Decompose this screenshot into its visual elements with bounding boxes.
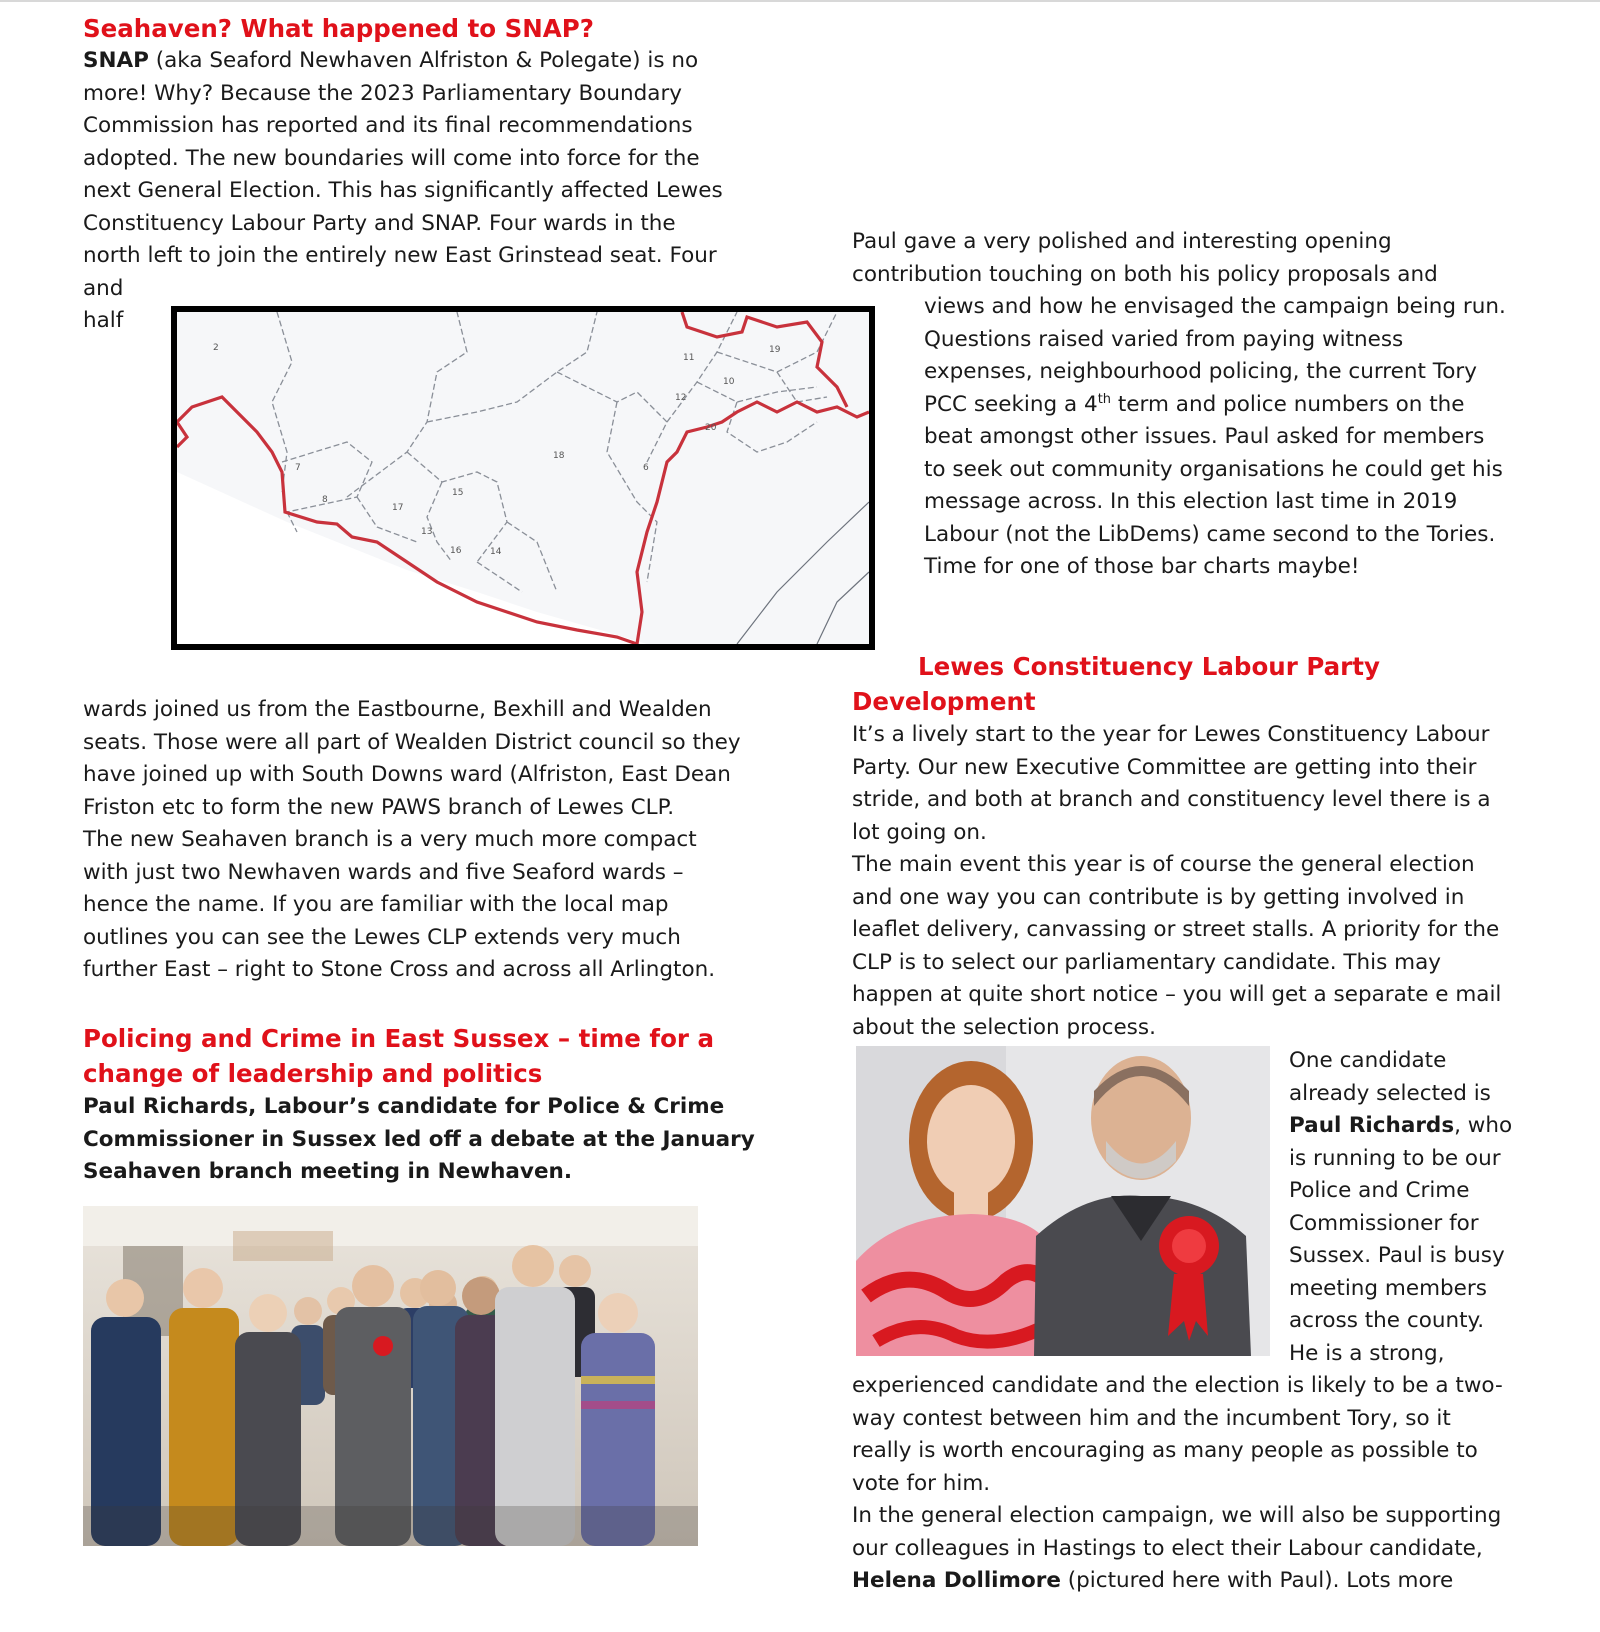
policing-right-line: expenses, neighbourhood policing, the current Tory (924, 359, 1477, 384)
clp-line: leaflet delivery, canvassing or street stalls. A priority for the (852, 917, 1500, 942)
policing-right-line: views and how he envisaged the campaign being run. (924, 294, 1506, 319)
ward-label: 19 (769, 345, 781, 355)
policing-right-a (852, 226, 1572, 291)
clp-bottom-line: way contest between him and the incumbent Tory, so it (852, 1405, 1451, 1431)
clp-bottom-line: our colleagues in Hastings to elect their Labour candidate, (852, 1535, 1483, 1561)
clp-side-body (1289, 1045, 1579, 1370)
snap-line: north left to join the entirely new East Grinstead seat. Four (83, 243, 717, 268)
snap-cont-line: wards joined us from the Eastbourne, Bexhill and Wealden (83, 697, 712, 722)
snap-line-0 (83, 48, 698, 73)
snap-cont-line: hence the name. If you are familiar with the local map (83, 892, 669, 917)
policing-right-b-body (924, 291, 1574, 584)
candidate-name-bold: Paul Richards (1289, 1113, 1455, 1138)
clp-side-line: He is a strong, (1289, 1340, 1445, 1366)
clp-side-line: meeting members (1289, 1275, 1487, 1301)
policing-right-line: Labour (not the LibDems) came second to the Tories. (924, 521, 1496, 547)
snap-continued-body (83, 694, 773, 987)
snap-line: next General Election. This has significantly affected Lewes (83, 178, 723, 203)
clp-side-line: already selected is (1289, 1080, 1491, 1106)
clp-line: stride, and both at branch and constituency level there is a (852, 787, 1491, 812)
snap-cont-line: Friston etc to form the new PAWS branch of Lewes CLP. (83, 794, 675, 820)
candidates-photo (856, 1046, 1270, 1356)
page-top-rule (0, 0, 1600, 2)
policing-right-line: to seek out community organisations he could get his (924, 456, 1503, 482)
candidates-photo-svg (856, 1046, 1270, 1356)
clp-bottom-line: vote for him. (852, 1470, 991, 1496)
ward-label: 17 (392, 503, 404, 513)
clp-heading-line: Lewes Constituency Labour Party (918, 652, 1380, 681)
snap-cont-line: seats. Those were all part of Wealden District council so they (83, 729, 741, 755)
snap-line-0-text: (aka Seaford Newhaven Alfriston & Polegate) is no (148, 48, 699, 73)
policing-right-line: Paul gave a very polished and interesting opening (852, 229, 1392, 254)
clp-line: about the selection process. (852, 1014, 1156, 1040)
ward-label: 6 (643, 463, 649, 473)
ward-label: 15 (452, 488, 464, 498)
clp-line: happen at quite short notice – you will get a separate e mail (852, 982, 1502, 1007)
policing-right-line: contribution touching on both his policy proposals and (852, 261, 1438, 287)
snap-article-continued (83, 694, 773, 987)
clp-side-text (1289, 1045, 1579, 1370)
clp-side-line: is running to be our (1289, 1145, 1501, 1171)
snap-body (83, 45, 743, 338)
clp-line: The main event this year is of course the general election (852, 852, 1475, 877)
clp-line: CLP is to select our parliamentary candidate. This may (852, 949, 1441, 975)
clp-side-name-line (1289, 1113, 1512, 1138)
clp-side-line: across the county. (1289, 1308, 1485, 1333)
policing-heading-line: change of leadership and politics (83, 1059, 543, 1088)
clp-side-name-rest: , who (1454, 1113, 1513, 1138)
clp-side-line: Sussex. Paul is busy (1289, 1243, 1505, 1268)
ward-label: 18 (553, 451, 565, 461)
policing-right-line: Time for one of those bar charts maybe! (924, 554, 1360, 579)
branch-meeting-photo (83, 1206, 698, 1546)
clp-bottom-line: In the general election campaign, we will also be supporting (852, 1503, 1502, 1528)
policing-right-b (924, 291, 1574, 584)
ward-label: 2 (213, 343, 219, 353)
snap-line: adopted. The new boundaries will come into force for the (83, 145, 700, 171)
pcc-line-start: PCC seeking a 4 (924, 391, 1098, 417)
clp-side-line: Commissioner for (1289, 1210, 1479, 1236)
policing-intro-line: Paul Richards, Labour’s candidate for Police & Crime (83, 1094, 725, 1119)
ward-label: 14 (490, 547, 502, 557)
policing-article (83, 1021, 763, 1189)
clp-heading-line: Development (852, 687, 1036, 716)
policing-right-line: Questions raised varied from paying witness (924, 326, 1404, 352)
snap-line: half (83, 308, 124, 333)
policing-right-a-body (852, 226, 1572, 291)
snap-lead-bold: SNAP (83, 48, 149, 73)
policing-pcc-line (924, 392, 1465, 417)
policing-heading (83, 1021, 763, 1091)
clp-line: and one way you can contribute is by getting involved in (852, 884, 1465, 910)
snap-line: and (83, 275, 124, 301)
ward-label: 12 (675, 393, 687, 403)
policing-heading-line: Policing and Crime in East Sussex – time for a (83, 1024, 715, 1053)
ward-label: 8 (322, 495, 328, 505)
clp-bottom-line: experienced candidate and the election is likely to be a two- (852, 1373, 1503, 1398)
pcc-line-end: term and police numbers on the (1111, 391, 1465, 417)
policing-intro-line: Seahaven branch meeting in Newhaven. (83, 1159, 572, 1184)
snap-line: more! Why? Because the 2023 Parliamentary Boundary (83, 80, 683, 106)
clp-bottom-text (852, 1370, 1572, 1598)
clp-heading (852, 649, 1572, 719)
ward-label: 7 (295, 463, 301, 473)
clp-side-line: Police and Crime (1289, 1178, 1470, 1203)
ward-label: 13 (421, 527, 433, 537)
policing-intro-line: Commissioner in Sussex led off a debate at the January (83, 1126, 755, 1152)
snap-cont-line: further East – right to Stone Cross and across all Arlington. (83, 957, 716, 982)
snap-line: Commission has reported and its final recommendations (83, 113, 693, 138)
pcc-line-sup: th (1097, 391, 1112, 407)
snap-cont-line: The new Seahaven branch is a very much more compact (83, 827, 697, 852)
clp-line: Party. Our new Executive Committee are getting into their (852, 754, 1477, 780)
helena-name-bold: Helena Dollimore (852, 1568, 1061, 1593)
snap-cont-line: have joined up with South Downs ward (Alfriston, East Dean (83, 762, 731, 787)
clp-last-rest: (pictured here with Paul). Lots more (1060, 1568, 1454, 1593)
policing-intro (83, 1091, 763, 1189)
policing-right-line: message across. In this election last time in 2019 (924, 489, 1458, 514)
clp-side-line: One candidate (1289, 1048, 1447, 1073)
ward-label: 11 (683, 353, 695, 363)
ward-label: 10 (723, 377, 735, 387)
ward-label: 16 (450, 546, 462, 556)
boundary-map-svg (177, 312, 869, 644)
ward-label: 20 (705, 423, 717, 433)
clp-body (852, 719, 1572, 1044)
snap-cont-line: outlines you can see the Lewes CLP extends very much (83, 924, 681, 950)
policing-right-line: beat amongst other issues. Paul asked for members (924, 424, 1485, 449)
clp-bottom-line: really is worth encouraging as many people as possible to (852, 1438, 1478, 1463)
clp-bottom-body (852, 1370, 1572, 1598)
branch-meeting-photo-svg (83, 1206, 698, 1546)
clp-article (852, 649, 1572, 1044)
clp-line: It’s a lively start to the year for Lewes Constituency Labour (852, 722, 1490, 747)
snap-article (83, 11, 743, 338)
clp-line: lot going on. (852, 819, 987, 845)
snap-line: Constituency Labour Party and SNAP. Four wards in the (83, 210, 676, 236)
boundary-map (171, 306, 875, 650)
clp-last-line (852, 1568, 1453, 1593)
snap-cont-line: with just two Newhaven wards and five Seaford wards – (83, 859, 684, 885)
snap-heading: Seahaven? What happened to SNAP? (83, 14, 594, 43)
